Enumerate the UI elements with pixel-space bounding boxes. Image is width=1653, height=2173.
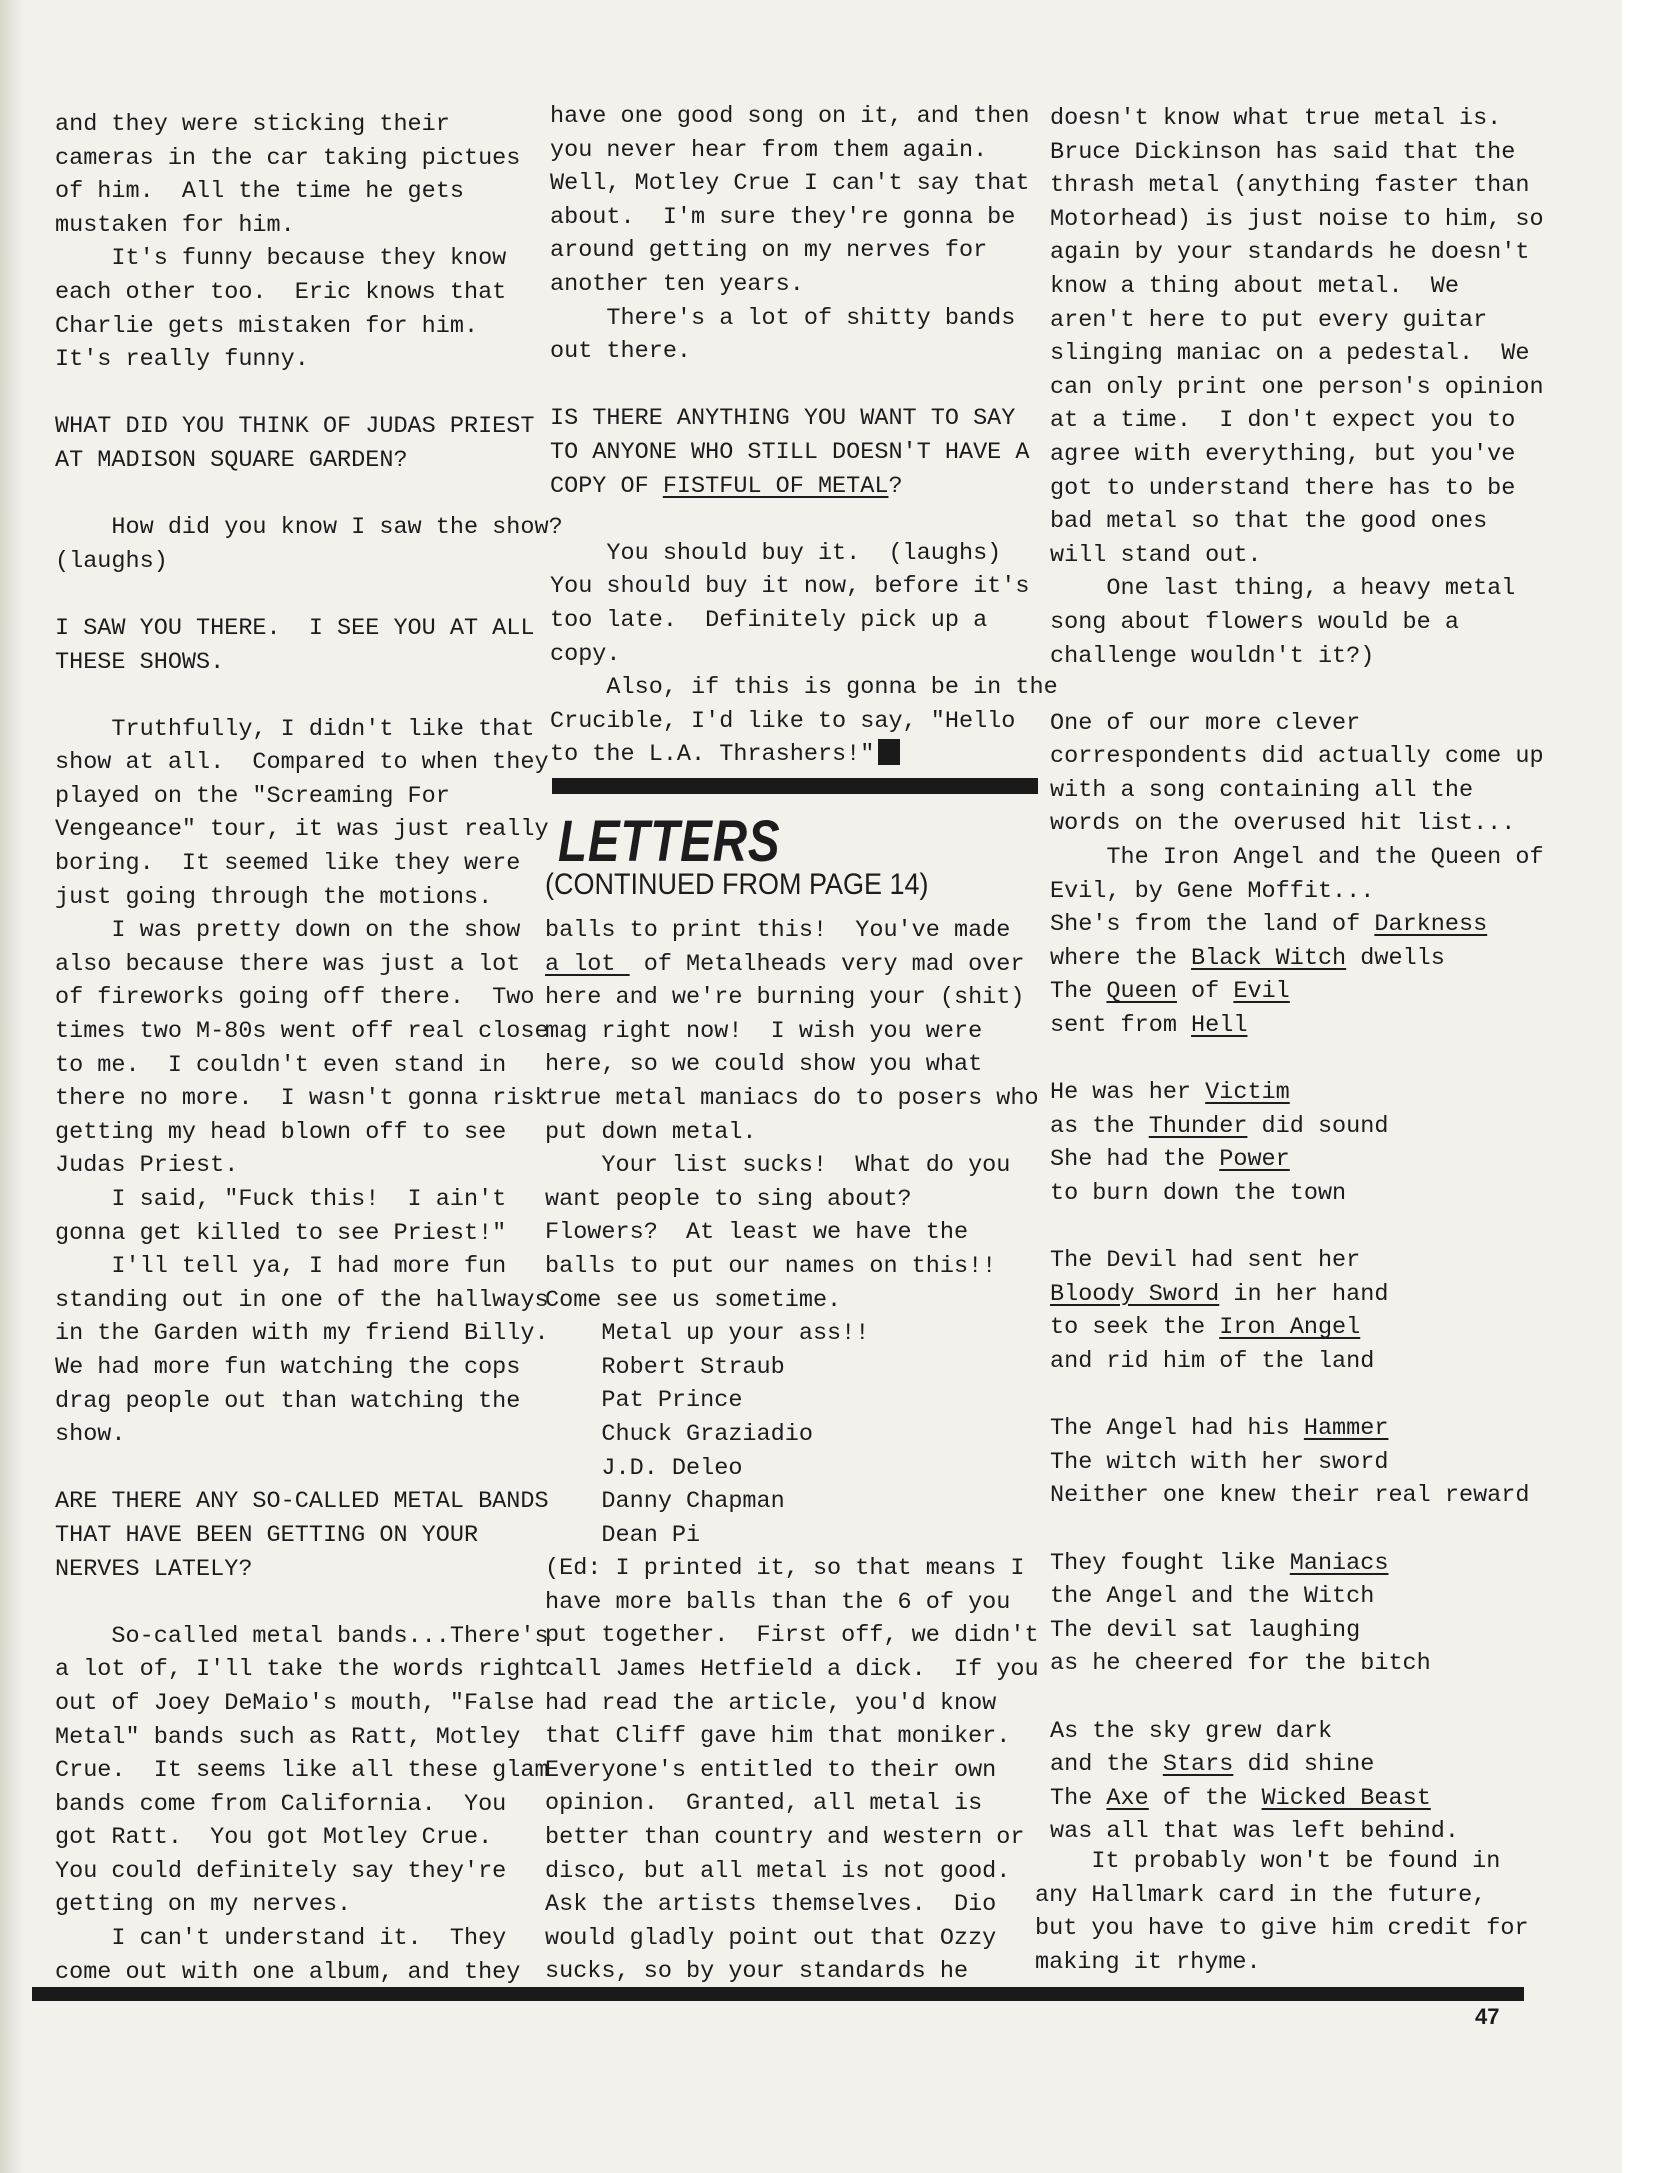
page-edge xyxy=(1622,0,1653,2173)
text-line: Also, if this is gonna be in the xyxy=(550,674,1058,702)
text-line: Metal up your ass!! xyxy=(545,1320,870,1348)
text-line: The Queen of Evil xyxy=(1050,978,1290,1006)
text-line: Bloody Sword in her hand xyxy=(1050,1280,1389,1308)
text-line: each other too. Eric knows that xyxy=(55,278,507,306)
text-line: had read the article, you'd know xyxy=(545,1689,997,1717)
text-line: of fireworks going off there. Two xyxy=(55,984,535,1012)
text-line: Charlie gets mistaken for him. xyxy=(55,312,479,340)
text-line: show at all. Compared to when they xyxy=(55,749,549,777)
text-line: He was her Victim xyxy=(1050,1079,1290,1107)
text-line: played on the "Screaming For xyxy=(55,782,450,810)
text-line: challenge wouldn't it?) xyxy=(1050,642,1375,670)
text-line: You could definitely say they're xyxy=(55,1857,507,1885)
text-line: Evil, by Gene Moffit... xyxy=(1050,877,1375,905)
text-line: gonna get killed to see Priest!" xyxy=(55,1219,507,1247)
text-line: You should buy it now, before it's xyxy=(550,573,1030,601)
text-line: I SAW YOU THERE. I SEE YOU AT ALL xyxy=(55,614,535,642)
text-line: Crue. It seems like all these glam xyxy=(55,1757,549,1785)
text-line: any Hallmark card in the future, xyxy=(1035,1881,1487,1909)
text-line: bad metal so that the good ones xyxy=(1050,508,1488,536)
text-line: She's from the land of Darkness xyxy=(1050,911,1488,939)
text-line: there no more. I wasn't gonna risk xyxy=(55,1085,549,1113)
text-line: The Angel had his Hammer xyxy=(1050,1415,1389,1443)
text-line xyxy=(55,1452,563,1486)
text-line: again by your standards he doesn't xyxy=(1050,239,1530,267)
text-line: J.D. Deleo xyxy=(545,1454,743,1482)
text-line: will stand out. xyxy=(1050,541,1262,569)
letters-continued-note: (CONTINUED FROM PAGE 14) xyxy=(545,868,929,901)
text-line: out there. xyxy=(550,338,692,366)
text-line: where the Black Witch dwells xyxy=(1050,944,1445,972)
text-line: ARE THERE ANY SO-CALLED METAL BANDS xyxy=(55,1488,549,1516)
text-line: correspondents did actually come up xyxy=(1050,743,1544,771)
text-line: AT MADISON SQUARE GARDEN? xyxy=(55,446,408,474)
text-line: got to understand there has to be xyxy=(1050,474,1516,502)
letters-column-middle xyxy=(545,914,1039,1989)
text-line: One last thing, a heavy metal xyxy=(1050,575,1516,603)
text-line: getting on my nerves. xyxy=(55,1891,352,1919)
text-line: getting my head blown off to see xyxy=(55,1118,507,1146)
text-line: Motorhead) is just noise to him, so xyxy=(1050,205,1544,233)
text-line: times two M-80s went off real close xyxy=(55,1018,549,1046)
text-line: as the Thunder did sound xyxy=(1050,1112,1389,1140)
text-line: It's funny because they know xyxy=(55,245,507,273)
letters-column-right xyxy=(1050,102,1544,1849)
text-line: around getting on my nerves for xyxy=(550,237,988,265)
interview-column-middle xyxy=(550,100,1058,772)
section-divider xyxy=(552,778,1038,794)
text-line xyxy=(55,578,563,612)
text-line: The devil sat laughing xyxy=(1050,1616,1361,1644)
text-line: WHAT DID YOU THINK OF JUDAS PRIEST xyxy=(55,413,535,441)
text-line: better than country and western or xyxy=(545,1824,1025,1852)
text-line: doesn't know what true metal is. xyxy=(1050,105,1502,132)
text-line: Pat Prince xyxy=(545,1387,743,1415)
text-line: Everyone's entitled to their own xyxy=(545,1756,997,1784)
text-line xyxy=(55,1586,563,1620)
text-line: in the Garden with my friend Billy. xyxy=(55,1320,549,1348)
text-line: just going through the motions. xyxy=(55,883,493,911)
text-line: drag people out than watching the xyxy=(55,1387,521,1415)
text-line: here and we're burning your (shit) xyxy=(545,984,1025,1012)
letters-heading: LETTERS xyxy=(558,809,781,874)
text-line xyxy=(1050,673,1544,707)
text-line: There's a lot of shitty bands xyxy=(550,304,1016,332)
text-line xyxy=(55,478,563,512)
text-line: to seek the Iron Angel xyxy=(1050,1314,1361,1342)
text-line: Metal" bands such as Ratt, Motley xyxy=(55,1723,521,1751)
text-line: Well, Motley Crue I can't say that xyxy=(550,170,1030,198)
text-line: Bruce Dickinson has said that the xyxy=(1050,138,1516,166)
text-line: IS THERE ANYTHING YOU WANT TO SAY xyxy=(550,405,1016,433)
text-line: I can't understand it. They xyxy=(55,1925,507,1953)
text-line: Truthfully, I didn't like that xyxy=(55,715,535,743)
text-line xyxy=(550,369,1058,403)
text-line xyxy=(55,377,563,411)
text-line: want people to sing about? xyxy=(545,1185,912,1213)
text-line: as he cheered for the bitch xyxy=(1050,1650,1431,1678)
text-line: TO ANYONE WHO STILL DOESN'T HAVE A xyxy=(550,438,1030,466)
text-line: thrash metal (anything faster than xyxy=(1050,172,1530,200)
text-line: It's really funny. xyxy=(55,346,309,374)
text-line xyxy=(1050,1513,1544,1547)
text-line: to the L.A. Thrashers!" xyxy=(550,738,1058,772)
text-line: The Devil had sent her xyxy=(1050,1247,1361,1275)
text-line: As the sky grew dark xyxy=(1050,1717,1333,1745)
text-line: boring. It seemed like they were xyxy=(55,850,521,878)
text-line: cameras in the car taking pictues xyxy=(55,144,521,172)
text-line: They fought like Maniacs xyxy=(1050,1549,1389,1577)
text-line: the Angel and the Witch xyxy=(1050,1583,1375,1611)
text-line: Crucible, I'd like to say, "Hello xyxy=(550,707,1016,735)
text-line: Ask the artists themselves. Dio xyxy=(545,1891,997,1919)
text-line: slinging maniac on a pedestal. We xyxy=(1050,340,1530,368)
text-line: One of our more clever xyxy=(1050,709,1361,737)
text-line: balls to put our names on this!! xyxy=(545,1252,997,1280)
text-line: at a time. I don't expect you to xyxy=(1050,407,1516,435)
text-line: THESE SHOWS. xyxy=(55,648,225,676)
text-line: She had the Power xyxy=(1050,1146,1290,1174)
text-line: Flowers? At least we have the xyxy=(545,1219,969,1247)
text-line: to me. I couldn't even stand in xyxy=(55,1051,507,1079)
text-line: standing out in one of the hallways xyxy=(55,1286,549,1314)
text-line: show. xyxy=(55,1421,126,1449)
text-line: with a song containing all the xyxy=(1050,776,1474,804)
text-line: would gladly point out that Ozzy xyxy=(545,1924,997,1952)
text-line: can only print one person's opinion xyxy=(1050,373,1544,401)
text-line: sent from Hell xyxy=(1050,1012,1248,1040)
text-line xyxy=(550,503,1058,537)
text-line: Neither one knew their real reward xyxy=(1050,1482,1530,1510)
text-line: have one good song on it, and then xyxy=(550,103,1030,130)
text-line: Vengeance" tour, it was just really xyxy=(55,816,549,844)
text-line: You should buy it. (laughs) xyxy=(550,539,1002,567)
text-line: It probably won't be found in xyxy=(1035,1848,1501,1875)
text-line: another ten years. xyxy=(550,270,804,298)
text-line: aren't here to put every guitar xyxy=(1050,306,1488,334)
text-line: and they were sticking their xyxy=(55,111,450,138)
text-line: was all that was left behind. xyxy=(1050,1818,1459,1846)
text-line: I said, "Fuck this! I ain't xyxy=(55,1186,507,1213)
page-number: 47 xyxy=(1475,2004,1500,2029)
text-line: you never hear from them again. xyxy=(550,136,988,164)
text-line: have more balls than the 6 of you xyxy=(545,1588,1011,1616)
text-line: The Axe of the Wicked Beast xyxy=(1050,1784,1431,1812)
text-line: words on the overused hit list... xyxy=(1050,810,1516,838)
text-line xyxy=(1050,1211,1544,1245)
text-line xyxy=(1050,1379,1544,1413)
text-line: mag right now! I wish you were xyxy=(545,1017,983,1045)
text-line: Your list sucks! What do you xyxy=(545,1152,1011,1180)
text-line: and rid him of the land xyxy=(1050,1347,1375,1375)
text-line xyxy=(55,679,563,713)
text-line: and the Stars did shine xyxy=(1050,1751,1375,1779)
text-line: too late. Definitely pick up a xyxy=(550,606,988,634)
text-line: true metal maniacs do to posers who xyxy=(545,1084,1039,1112)
text-line: disco, but all metal is not good. xyxy=(545,1857,1011,1885)
interview-column-left xyxy=(55,108,563,1989)
text-line: sucks, so by your standards he xyxy=(545,1958,969,1986)
text-line: making it rhyme. xyxy=(1035,1948,1261,1976)
text-line: (Ed: I printed it, so that means I xyxy=(545,1555,1025,1583)
text-line: I was pretty down on the show xyxy=(55,917,521,945)
text-line: (laughs) xyxy=(55,547,168,575)
text-line: Come see us sometime. xyxy=(545,1286,842,1314)
text-line: Judas Priest. xyxy=(55,1152,239,1180)
text-line: also because there was just a lot xyxy=(55,950,521,978)
text-line: here, so we could show you what xyxy=(545,1051,983,1079)
text-line: I'll tell ya, I had more fun xyxy=(55,1253,507,1281)
text-line: Danny Chapman xyxy=(545,1488,785,1516)
text-line: The witch with her sword xyxy=(1050,1448,1389,1476)
text-line: So-called metal bands...There's xyxy=(55,1622,549,1650)
page-binding-shadow xyxy=(0,0,24,2173)
text-line: NERVES LATELY? xyxy=(55,1555,253,1583)
text-line: about. I'm sure they're gonna be xyxy=(550,203,1016,231)
text-line: out of Joey DeMaio's mouth, "False xyxy=(55,1689,535,1717)
text-line xyxy=(1050,1681,1544,1715)
text-line: mustaken for him. xyxy=(55,211,295,239)
footer-rule xyxy=(32,1987,1524,2001)
text-line: agree with everything, but you've xyxy=(1050,440,1516,468)
text-line: call James Hetfield a dick. If you xyxy=(545,1656,1039,1684)
text-line: put together. First off, we didn't xyxy=(545,1622,1039,1650)
text-line: THAT HAVE BEEN GETTING ON YOUR xyxy=(55,1521,479,1549)
text-line: that Cliff gave him that moniker. xyxy=(545,1723,1011,1751)
text-line xyxy=(1050,1043,1544,1077)
text-line: COPY OF FISTFUL OF METAL? xyxy=(550,472,903,500)
text-line: song about flowers would be a xyxy=(1050,608,1459,636)
text-line: got Ratt. You got Motley Crue. xyxy=(55,1824,493,1852)
text-line: We had more fun watching the cops xyxy=(55,1353,521,1381)
text-line: balls to print this! You've made xyxy=(545,917,1011,944)
letters-closing-note xyxy=(1035,1845,1529,1979)
text-line: a lot of Metalheads very mad over xyxy=(545,950,1025,978)
text-line: come out with one album, and they xyxy=(55,1958,521,1986)
text-line: know a thing about metal. We xyxy=(1050,272,1459,300)
text-line: Robert Straub xyxy=(545,1353,785,1381)
text-line: but you have to give him credit for xyxy=(1035,1915,1529,1943)
text-line: opinion. Granted, all metal is xyxy=(545,1790,983,1818)
text-line: put down metal. xyxy=(545,1118,757,1146)
text-line: to burn down the town xyxy=(1050,1180,1347,1207)
text-line: a lot of, I'll take the words right xyxy=(55,1656,549,1684)
end-mark-icon xyxy=(878,739,900,765)
text-line: copy. xyxy=(550,640,621,668)
text-line: The Iron Angel and the Queen of xyxy=(1050,844,1544,872)
text-line: of him. All the time he gets xyxy=(55,178,464,206)
text-line: Dean Pi xyxy=(545,1521,701,1549)
text-line: bands come from California. You xyxy=(55,1790,507,1818)
text-line: Chuck Graziadio xyxy=(545,1420,813,1448)
text-line: How did you know I saw the show? xyxy=(55,514,563,542)
